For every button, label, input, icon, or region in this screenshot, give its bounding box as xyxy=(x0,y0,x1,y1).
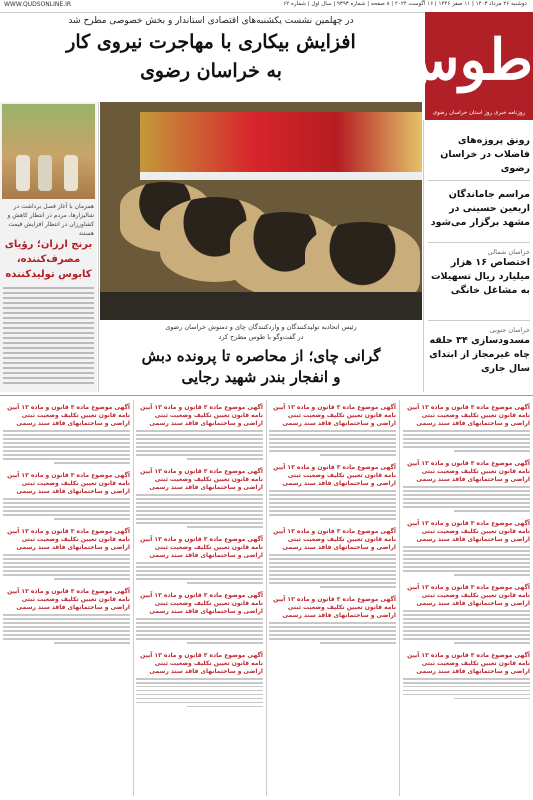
newspaper-logo: طوس xyxy=(391,27,533,93)
site-url[interactable]: WWW.QUDSONLINE.IR xyxy=(4,1,72,8)
ad-column xyxy=(133,400,266,796)
main-headline-line2: و انفجار بندر شهید رجایی xyxy=(181,368,341,386)
legal-notice-title: آگهی موضوع ماده ۳ قانون و ماده ۱۳ آیین نامه قانون تعیین تکلیف وضعیت ثبتی اراضی و ساختمانهای فاقد سند رسمی xyxy=(140,535,263,559)
tea-shop-photo xyxy=(100,102,422,320)
news-title: مسدودسازی ۳۴ حلقه چاه غیرمجاز از ابتدای سال جاری xyxy=(429,335,530,374)
legal-notice-title: آگهی موضوع ماده ۳ قانون و ماده ۱۳ آیین نامه قانون تعیین تکلیف وضعیت ثبتی اراضی و ساختمانهای فاقد سند رسمی xyxy=(140,404,263,427)
legal-notice xyxy=(136,652,263,708)
lead-kicker: در چهلمین نشست یکشنبه‌های اقتصادی استاندار و بخش خصوصی مطرح شد xyxy=(68,16,354,26)
left-story-body xyxy=(3,284,94,384)
masthead-tagline: روزنامه خبری روز استان خراسان رضوی xyxy=(427,108,531,118)
news-item[interactable] xyxy=(428,248,530,298)
legal-notice xyxy=(136,536,263,584)
legal-notice xyxy=(403,404,530,452)
news-region: خراسان شمالی xyxy=(487,248,530,256)
legal-notice xyxy=(136,468,263,528)
lead-headline-line2: به خراسان رضوی xyxy=(140,60,282,82)
news-title: مراسم جاماندگان اربعین حسینی در مشهد برگزار می‌شود xyxy=(430,189,530,228)
ad-column xyxy=(266,400,399,796)
photo-caption-line2: در گفت‌وگو با طوس مطرح کرد xyxy=(218,333,304,341)
ad-column xyxy=(0,400,133,796)
lead-headline-line1: افزایش بیکاری با مهاجرت نیروی کار xyxy=(66,31,356,53)
legal-notice xyxy=(136,592,263,644)
news-region: خراسان جنوبی xyxy=(489,326,530,334)
legal-notice xyxy=(403,460,530,512)
rice-harvest-photo xyxy=(2,104,95,199)
legal-notice-title: آگهی موضوع ماده ۳ قانون و ماده ۱۳ آیین نامه قانون تعیین تکلیف وضعیت ثبتی اراضی و ساختمانهای فاقد سند رسمی xyxy=(140,651,263,675)
right-news-column xyxy=(425,120,533,392)
legal-notice-title: آگهی موضوع ماده ۳ قانون و ماده ۱۳ آیین نامه قانون تعیین تکلیف وضعیت ثبتی اراضی و ساختمانهای فاقد سند رسمی xyxy=(407,519,530,543)
main-headline-line1: گرانی چای؛ از محاصره تا پرونده دبش xyxy=(141,347,381,365)
legal-notice-title: آگهی موضوع ماده ۳ قانون و ماده ۱۳ آیین نامه قانون تعیین تکلیف وضعیت ثبتی اراضی و ساختمانهای فاقد سند رسمی xyxy=(273,527,396,551)
legal-notice xyxy=(269,528,396,588)
legal-notice-title: آگهی موضوع ماده ۳ قانون و ماده ۱۳ آیین نامه قانون تعیین تکلیف وضعیت ثبتی اراضی و ساختمانهای فاقد سند رسمی xyxy=(140,591,263,615)
legal-notice xyxy=(269,404,396,456)
legal-notice xyxy=(403,584,530,644)
masthead xyxy=(391,12,533,120)
legal-notice xyxy=(403,520,530,576)
main-photo-caption xyxy=(100,322,422,342)
lead-story xyxy=(0,14,422,84)
legal-notice xyxy=(269,596,396,644)
news-title: رونق پروژه‌های فاضلاب در خراسان رضوی xyxy=(440,135,530,174)
news-item[interactable] xyxy=(428,188,530,230)
legal-notice-title: آگهی موضوع ماده ۳ قانون و ماده ۱۳ آیین نامه قانون تعیین تکلیف وضعیت ثبتی اراضی و ساختمانهای فاقد سند رسمی xyxy=(7,527,130,551)
legal-notice-title: آگهی موضوع ماده ۳ قانون و ماده ۱۳ آیین نامه قانون تعیین تکلیف وضعیت ثبتی اراضی و ساختمانهای فاقد سند رسمی xyxy=(140,467,263,491)
news-title: اختصاص ۱۶ هزار میلیارد ریال تسهیلات به مشاغل خانگی xyxy=(430,257,530,296)
legal-notice xyxy=(269,464,396,520)
legal-notice-title: آگهی موضوع ماده ۳ قانون و ماده ۱۳ آیین نامه قانون تعیین تکلیف وضعیت ثبتی اراضی و ساختمانهای فاقد سند رسمی xyxy=(7,404,130,427)
legal-notice-title: آگهی موضوع ماده ۳ قانون و ماده ۱۳ آیین نامه قانون تعیین تکلیف وضعیت ثبتی اراضی و ساختمانهای فاقد سند رسمی xyxy=(407,583,530,607)
legal-notice-title: آگهی موضوع ماده ۳ قانون و ماده ۱۳ آیین نامه قانون تعیین تکلیف وضعیت ثبتی اراضی و ساختمانهای فاقد سند رسمی xyxy=(273,463,396,487)
news-item[interactable] xyxy=(428,326,530,376)
main-story-headline xyxy=(100,346,422,388)
legal-notice xyxy=(3,588,130,644)
legal-notices-section xyxy=(0,398,533,800)
legal-notice-title: آگهی موضوع ماده ۳ قانون و ماده ۱۳ آیین نامه قانون تعیین تکلیف وضعیت ثبتی اراضی و ساختمانهای فاقد سند رسمی xyxy=(407,459,530,483)
date-line: دوشنبه ۲۶ مرداد ۱۴۰۳ | ۱۱ صفر ۱۴۴۶ | ۱۶ آگوست ۲۰۲۴ | ۸ صفحه | شماره ۹۳۹۳ | سال اول | شماره ۶۲ xyxy=(283,1,527,7)
legal-notice-title: آگهی موضوع ماده ۳ قانون و ماده ۱۳ آیین نامه قانون تعیین تکلیف وضعیت ثبتی اراضی و ساختمانهای فاقد سند رسمی xyxy=(407,651,530,675)
news-item[interactable] xyxy=(428,134,530,176)
legal-notice-title: آگهی موضوع ماده ۳ قانون و ماده ۱۳ آیین نامه قانون تعیین تکلیف وضعیت ثبتی اراضی و ساختمانهای فاقد سند رسمی xyxy=(273,404,396,427)
legal-notice xyxy=(3,404,130,464)
legal-notice xyxy=(403,652,530,700)
legal-notice-title: آگهی موضوع ماده ۳ قانون و ماده ۱۳ آیین نامه قانون تعیین تکلیف وضعیت ثبتی اراضی و ساختمانهای فاقد سند رسمی xyxy=(7,471,130,495)
section-divider xyxy=(0,395,533,396)
ad-column xyxy=(400,400,533,796)
legal-notice-title: آگهی موضوع ماده ۳ قانون و ماده ۱۳ آیین نامه قانون تعیین تکلیف وضعیت ثبتی اراضی و ساختمانهای فاقد سند رسمی xyxy=(7,587,130,611)
legal-notice xyxy=(3,472,130,520)
legal-notice-title: آگهی موضوع ماده ۳ قانون و ماده ۱۳ آیین نامه قانون تعیین تکلیف وضعیت ثبتی اراضی و ساختمانهای فاقد سند رسمی xyxy=(273,595,396,619)
legal-notice xyxy=(3,528,130,580)
photo-caption-line1: رئیس اتحادیه تولیدکنندگان و واردکنندگان چای و دمنوش خراسان رضوی xyxy=(165,323,357,331)
left-column-story xyxy=(0,102,97,392)
left-story-caption: همزمان با آغاز فصل برداشت در شالیزارها، مردم در انتظار کاهش و کشاورزان در انتظار افزایش قیمت هستند xyxy=(7,203,94,237)
legal-notice xyxy=(136,404,263,460)
legal-notice-title: آگهی موضوع ماده ۳ قانون و ماده ۱۳ آیین نامه قانون تعیین تکلیف وضعیت ثبتی اراضی و ساختمانهای فاقد سند رسمی xyxy=(407,404,530,427)
left-story-title: برنج ارزان؛ رؤیای مصرف‌کننده، کابوس تولیدکننده xyxy=(4,239,93,280)
